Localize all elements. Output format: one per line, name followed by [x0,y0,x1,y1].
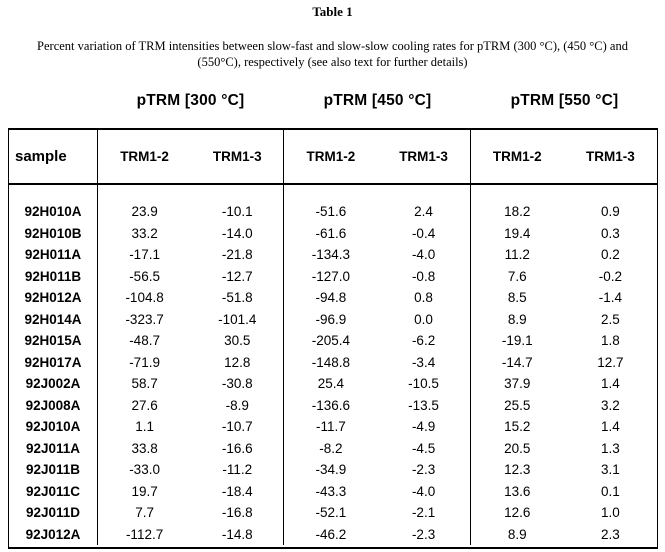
value-cell-trm1-3-550: 2.3 [601,526,620,542]
value-cell-trm1-3-550: 3.2 [601,397,620,413]
table-row [9,244,657,266]
value-cell-trm1-3-300: -14.0 [191,223,284,245]
table-row [9,416,657,438]
table-row [9,459,657,481]
sample-cell: 92H010B [9,223,98,245]
table-row [9,438,657,460]
value-cell-trm1-2-450: -148.8 [311,354,351,370]
value-cell-trm1-3-300: -30.8 [191,373,284,395]
value-cell-trm1-3-450: -2.3 [377,524,470,546]
value-cell-trm1-2-550: 19.4 [504,225,531,241]
column-header-trm1-3-550: TRM1-3 [586,149,635,164]
caption-line-2: (550°C), respectively (see also text for further details) [197,55,468,69]
table-row [9,266,657,288]
value-cell-trm1-3-300: -10.1 [191,201,284,223]
sample-cell: 92J008A [9,395,98,417]
value-cell-trm1-2-300: 33.2 [131,225,158,241]
value-cell-trm1-3-550: 2.5 [601,311,620,327]
value-cell-trm1-2-550: 18.2 [504,204,531,220]
group-header-spacer [8,92,97,110]
value-cell-trm1-2-450: -61.6 [315,225,347,241]
value-cell-trm1-3-300: 30.5 [191,330,284,352]
value-cell-trm1-2-300: -17.1 [129,247,160,263]
value-cell-trm1-2-550: 25.5 [504,397,531,413]
value-cell-trm1-3-450: -3.4 [377,352,470,374]
value-cell-trm1-2-550: -19.1 [501,333,533,349]
value-cell-trm1-2-300: 27.6 [131,397,158,413]
value-cell-trm1-2-550: 7.6 [507,268,527,284]
table-row [9,223,657,245]
value-cell-trm1-2-550: 8.9 [507,311,527,327]
table-row [9,524,657,546]
sample-column-header: sample [9,130,98,183]
value-cell-trm1-2-450: -94.8 [315,290,347,306]
value-cell-trm1-2-450: -34.9 [315,462,347,478]
value-cell-trm1-3-550: 1.3 [601,440,620,456]
value-cell-trm1-2-300: -323.7 [125,311,164,327]
value-cell-trm1-2-450: -136.6 [311,397,351,413]
value-cell-trm1-2-450: -52.1 [315,505,347,521]
value-cell-trm1-2-550: 12.3 [504,462,531,478]
group-header-ptrm-550: pTRM [550 °C] [510,92,619,109]
value-cell-trm1-3-450: 2.4 [377,201,470,223]
value-cell-trm1-3-450: -4.0 [377,244,470,266]
column-header-trm1-2-450: TRM1-2 [306,149,356,164]
table-row [9,309,657,331]
sample-cell: 92H017A [9,352,98,374]
value-cell-trm1-3-450: -2.1 [377,502,470,524]
column-header-trm1-2-300: TRM1-2 [120,149,169,164]
sample-cell: 92H010A [9,201,98,223]
value-cell-trm1-3-300: -18.4 [191,481,284,503]
table-row [9,201,657,223]
value-cell-trm1-3-550: 1.4 [601,419,620,435]
spacer-row [9,185,657,201]
sample-cell: 92H011B [9,266,98,288]
value-cell-trm1-3-450: 0.0 [377,309,470,331]
value-cell-trm1-2-550: 20.5 [504,440,531,456]
value-cell-trm1-3-300: 12.8 [191,352,284,374]
sample-cell: 92J011B [9,459,98,481]
value-cell-trm1-2-450: -127.0 [311,268,351,284]
value-cell-trm1-3-450: -0.8 [377,266,470,288]
value-cell-trm1-3-550: 1.4 [601,376,620,392]
value-cell-trm1-2-550: 13.6 [504,483,531,499]
value-cell-trm1-2-450: 25.4 [317,376,345,392]
value-cell-trm1-2-300: 33.8 [131,440,158,456]
column-header-trm1-3-450: TRM1-3 [377,130,470,183]
group-header-ptrm-450: pTRM [450 °C] [323,92,432,109]
table-caption [0,38,665,70]
value-cell-trm1-3-300: -16.8 [191,502,284,524]
value-cell-trm1-2-300: 1.1 [135,419,154,435]
table-row [9,287,657,309]
sample-cell: 92J012A [9,524,98,546]
value-cell-trm1-3-300: -21.8 [191,244,284,266]
value-cell-trm1-3-550: -1.4 [598,290,623,306]
value-cell-trm1-2-300: 7.7 [135,505,154,521]
data-table [8,128,658,549]
value-cell-trm1-3-450: -6.2 [377,330,470,352]
value-cell-trm1-3-300: -11.2 [191,459,284,481]
value-cell-trm1-2-450: -8.2 [319,440,343,456]
sample-cell: 92J011A [9,438,98,460]
value-cell-trm1-2-450: -51.6 [315,204,347,220]
value-cell-trm1-2-300: 19.7 [131,483,158,499]
value-cell-trm1-3-300: -51.8 [191,287,284,309]
value-cell-trm1-2-550: 12.6 [504,505,531,521]
value-cell-trm1-3-550: 0.3 [601,225,620,241]
sample-cell: 92H014A [9,309,98,331]
sample-cell: 92H011A [9,244,98,266]
value-cell-trm1-2-300: -48.7 [129,333,160,349]
value-cell-trm1-3-300: -14.8 [191,524,284,546]
value-cell-trm1-3-450: -13.5 [377,395,470,417]
value-cell-trm1-2-300: -104.8 [125,290,164,306]
value-cell-trm1-3-450: -2.3 [377,459,470,481]
value-cell-trm1-2-550: -14.7 [501,354,533,370]
value-cell-trm1-3-550: 0.1 [601,483,620,499]
value-cell-trm1-3-300: -10.7 [191,416,284,438]
value-cell-trm1-3-300: -101.4 [191,309,284,331]
value-cell-trm1-3-300: -12.7 [191,266,284,288]
table-row [9,352,657,374]
value-cell-trm1-3-450: 0.8 [377,287,470,309]
sample-cell: 92J010A [9,416,98,438]
value-cell-trm1-3-450: -4.9 [377,416,470,438]
value-cell-trm1-2-550: 11.2 [504,247,530,263]
value-cell-trm1-3-300: -16.6 [191,438,284,460]
table-row [9,481,657,503]
table-body [9,201,657,545]
value-cell-trm1-2-300: -33.0 [129,462,160,478]
value-cell-trm1-2-450: -11.7 [316,419,346,435]
value-cell-trm1-3-450: -4.5 [377,438,470,460]
sample-cell: 92J011D [9,502,98,524]
value-cell-trm1-3-550: 12.7 [597,354,624,370]
table-row [9,373,657,395]
sample-cell: 92J002A [9,373,98,395]
value-cell-trm1-3-550: 1.0 [601,505,620,521]
value-cell-trm1-2-450: -205.4 [311,333,351,349]
column-header-trm1-3-300: TRM1-3 [191,130,284,183]
column-header-trm1-2-550: TRM1-2 [492,149,542,164]
value-cell-trm1-2-300: 58.7 [131,376,158,392]
value-cell-trm1-2-450: -43.3 [315,483,347,499]
value-cell-trm1-2-550: 15.2 [504,419,531,435]
column-header-row [9,130,657,185]
value-cell-trm1-2-450: -134.3 [311,247,351,263]
value-cell-trm1-3-550: 0.2 [601,247,620,263]
value-cell-trm1-2-550: 8.9 [507,526,527,542]
value-cell-trm1-2-300: -112.7 [125,526,164,542]
value-cell-trm1-2-550: 8.5 [507,290,527,306]
value-cell-trm1-3-550: 0.9 [601,204,620,220]
value-cell-trm1-2-300: -71.9 [129,354,160,370]
value-cell-trm1-3-450: -10.5 [377,373,470,395]
value-cell-trm1-3-550: 3.1 [601,462,620,478]
sample-cell: 92H012A [9,287,98,309]
value-cell-trm1-2-450: -46.2 [315,526,347,542]
value-cell-trm1-2-450: -96.9 [315,311,347,327]
caption-line-1: Percent variation of TRM intensities between slow-fast and slow-slow cooling rates for pTRM (300 °C), (450 °C) and [37,39,628,53]
value-cell-trm1-3-450: -4.0 [377,481,470,503]
table-row [9,395,657,417]
value-cell-trm1-2-550: 37.9 [504,376,531,392]
value-cell-trm1-3-300: -8.9 [191,395,284,417]
value-cell-trm1-3-550: 1.8 [601,333,620,349]
sample-cell: 92H015A [9,330,98,352]
value-cell-trm1-3-550: -0.2 [598,268,623,284]
table-row [9,330,657,352]
group-header-row [8,92,658,110]
value-cell-trm1-2-300: 23.9 [131,204,158,220]
group-header-ptrm-300: pTRM [300 °C] [136,92,245,109]
value-cell-trm1-2-300: -56.5 [129,268,160,284]
table-title: Table 1 [312,4,353,19]
value-cell-trm1-3-450: -0.4 [377,223,470,245]
table-row [9,502,657,524]
sample-cell: 92J011C [9,481,98,503]
